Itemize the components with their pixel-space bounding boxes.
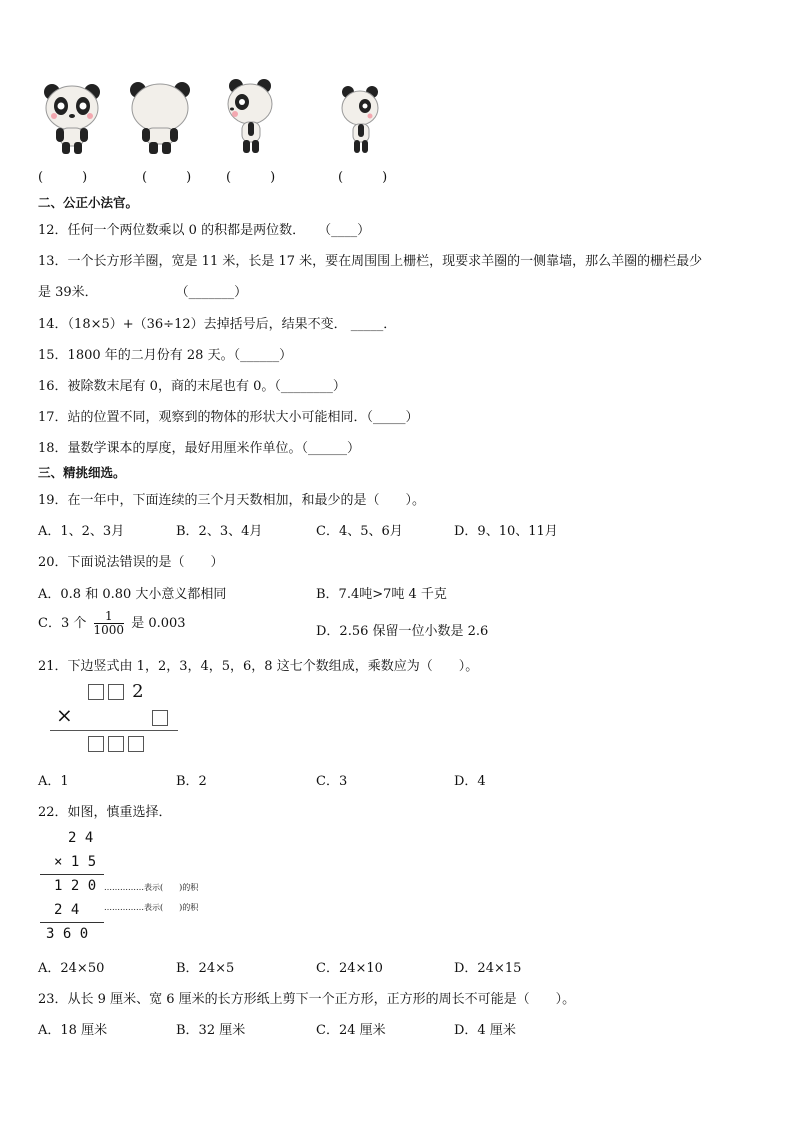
q22-option-d: D．24×15 — [454, 961, 522, 976]
q20-option-a: A．0.8 和 0.80 大小意义都相同 — [38, 587, 227, 602]
q23-option-c: C．24 厘米 — [316, 1023, 386, 1038]
divider-line — [40, 922, 104, 923]
question-18: 18．量数学课本的厚度，最好用厘米作单位。（______） — [38, 441, 361, 456]
q19-option-b: B．2、3、4月 — [176, 524, 263, 539]
q22-option-c: C．24×10 — [316, 961, 383, 976]
section-heading-judge: 二、公正小法官。 — [38, 195, 139, 210]
blank-box — [88, 736, 104, 752]
question-21: 21．下边竖式由 1，2，3，4，5，6，8 这七个数组成，乘数应为（ ）。 — [38, 659, 479, 674]
q21-option-b: B．2 — [176, 774, 207, 789]
panda-front-icon — [40, 82, 104, 156]
fraction-denominator: 1000 — [93, 623, 125, 637]
q23-option-d: D．4 厘米 — [454, 1023, 516, 1038]
calc-result: 3 6 0 — [46, 926, 89, 942]
q22-option-a: A．24×50 — [38, 961, 105, 976]
puzzle-digit: 2 — [132, 681, 144, 702]
puzzle-result-row — [88, 736, 148, 756]
question-23: 23．从长 9 厘米、宽 6 厘米的长方形纸上剪下一个正方形，正方形的周长不可能是（ ）。 — [38, 992, 576, 1007]
q20-option-c-suffix: 是 0.003 — [131, 616, 186, 631]
calc-partial-1: 1 2 0 — [54, 878, 97, 894]
question-13: 13．一个长方形羊圈，宽是 11 米，长是 17 米，要在周围围上栅栏，现要求羊圈的一侧靠墙，那么羊圈的栅栏最少 — [38, 254, 703, 269]
q20-option-b: B．7.4吨>7吨 4 千克 — [316, 587, 447, 602]
q19-option-a: A．1、2、3月 — [38, 524, 125, 539]
panda-side-small-icon — [338, 84, 386, 156]
panda-back-icon — [128, 80, 192, 156]
question-19: 19．在一年中，下面连续的三个月天数相加，和最少的是（ ）。 — [38, 493, 426, 508]
section-heading-choice: 三、精挑细选。 — [38, 465, 126, 480]
panda-side-icon — [224, 78, 278, 156]
panda-answer-3: ( ) — [226, 170, 276, 185]
question-16: 16．被除数末尾有 0，商的末尾也有 0。（________） — [38, 379, 346, 394]
vertical-calculation — [40, 830, 280, 948]
q21-option-d: D．4 — [454, 774, 486, 789]
q21-option-c: C．3 — [316, 774, 348, 789]
calc-multiplier: × 1 5 — [54, 854, 97, 870]
question-17: 17．站的位置不同，观察到的物体的形状大小可能相同．（_____） — [38, 410, 419, 425]
panda-answer-4: ( ) — [338, 170, 388, 185]
blank-box — [88, 684, 104, 700]
blank-box — [152, 710, 168, 726]
q23-option-b: B．32 厘米 — [176, 1023, 246, 1038]
multiply-sign: × — [56, 703, 73, 727]
divider-line — [50, 730, 178, 731]
q23-option-a: A．18 厘米 — [38, 1023, 108, 1038]
calc-note-2: ……………表示( )的积 — [104, 903, 199, 912]
question-22: 22．如图，慎重选择． — [38, 805, 172, 820]
q20-option-d: D．2.56 保留一位小数是 2.6 — [316, 624, 489, 639]
q20-option-c — [38, 610, 186, 637]
question-12: 12．任何一个两位数乘以 0 的积都是两位数． （____） — [38, 223, 371, 238]
question-13-cont: 是 39米． （_______） — [38, 285, 248, 300]
q21-option-a: A．1 — [38, 774, 69, 789]
q19-option-c: C．4、5、6月 — [316, 524, 403, 539]
q22-option-b: B．24×5 — [176, 961, 235, 976]
puzzle-middle-row — [152, 710, 172, 730]
calc-partial-2: 2 4 — [54, 902, 80, 918]
calc-note-1: ……………表示( )的积 — [104, 883, 199, 892]
panda-answer-2: ( ) — [142, 170, 192, 185]
fraction — [94, 610, 125, 637]
puzzle-top-row — [88, 681, 144, 704]
question-15: 15．1800 年的二月份有 28 天。（______） — [38, 348, 293, 363]
panda-answer-1: ( ) — [38, 170, 88, 185]
blank-box — [128, 736, 144, 752]
q20-option-c-prefix: C．3 个 — [38, 616, 87, 631]
q19-option-d: D．9、10、11月 — [454, 524, 558, 539]
blank-box — [108, 684, 124, 700]
blank-box — [108, 736, 124, 752]
question-14: 14．（18×5）+（36÷12）去掉括号后，结果不变． _____． — [38, 317, 397, 332]
calc-top: 2 4 — [68, 830, 94, 846]
fraction-numerator: 1 — [94, 610, 125, 624]
question-20: 20．下面说法错误的是（ ） — [38, 555, 224, 570]
divider-line — [40, 874, 104, 875]
multiplication-puzzle — [48, 681, 182, 756]
